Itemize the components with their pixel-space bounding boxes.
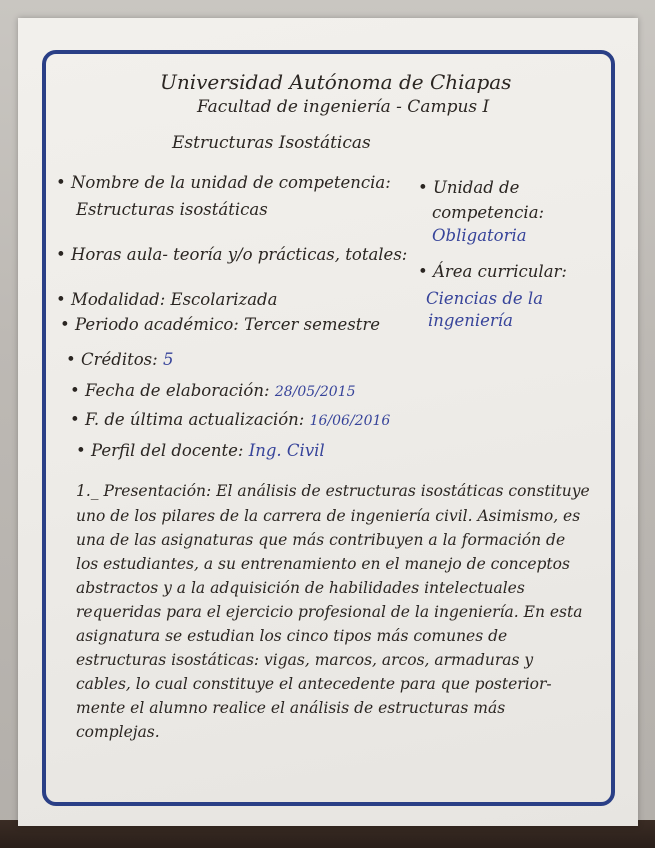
- presentation-heading: 1._ Presentación:: [76, 482, 212, 500]
- period-field: • Periodo académico: Tercer semestre: [60, 315, 381, 334]
- teacher-profile-field: • Perfil del docente: Ing. Civil: [76, 441, 325, 460]
- university-title: Universidad Autónoma de Chiapas: [160, 70, 512, 94]
- curricular-area-label: • Área curricular:: [418, 262, 567, 281]
- presentation-line: estructuras isostáticas: vigas, marcos, arcos, armaduras y: [76, 651, 534, 669]
- presentation-line: requeridas para el ejercicio profesional de la ingeniería. En esta: [76, 603, 583, 621]
- presentation-line: abstractos y a la adquisición de habilidades intelectuales: [76, 579, 525, 597]
- competency-name-label: • Nombre de la unidad de competencia:: [56, 173, 391, 192]
- presentation-first-line: 1._ Presentación: El análisis de estructuras isostáticas constituye: [76, 482, 590, 500]
- unit-type-label: • Unidad de: [418, 178, 520, 197]
- presentation-line: los estudiantes, a su entrenamiento en el manejo de conceptos: [76, 555, 570, 573]
- unit-type-value: Obligatoria: [432, 226, 527, 245]
- presentation-line: uno de los pilares de la carrera de ingeniería civil. Asimismo, es: [76, 507, 581, 525]
- curricular-area-value-1: Ciencias de la: [426, 289, 544, 308]
- presentation-line: cables, lo cual constituye el antecedente para que posterior-: [76, 675, 552, 693]
- credits-field: • Créditos: 5: [66, 350, 174, 369]
- curricular-area-value-2: ingeniería: [428, 311, 513, 330]
- presentation-line: mente el alumno realice el análisis de estructuras más: [76, 699, 506, 717]
- unit-type-label-2: competencia:: [432, 203, 545, 222]
- competency-name-value: Estructuras isostáticas: [76, 200, 268, 219]
- presentation-line: asignatura se estudian los cinco tipos más comunes de: [76, 627, 508, 645]
- modality-field: • Modalidad: Escolarizada: [56, 290, 278, 309]
- hours-label: • Horas aula- teoría y/o prácticas, totales:: [56, 245, 408, 264]
- faculty-title: Facultad de ingeniería - Campus I: [197, 97, 490, 117]
- presentation-line: una de las asignaturas que más contribuyen a la formación de: [76, 531, 566, 549]
- subject-title: Estructuras Isostáticas: [172, 133, 371, 153]
- creation-date-field: • Fecha de elaboración: 28/05/2015: [70, 381, 356, 400]
- update-date-field: • F. de última actualización: 16/06/2016: [70, 410, 391, 429]
- presentation-line: complejas.: [76, 723, 160, 741]
